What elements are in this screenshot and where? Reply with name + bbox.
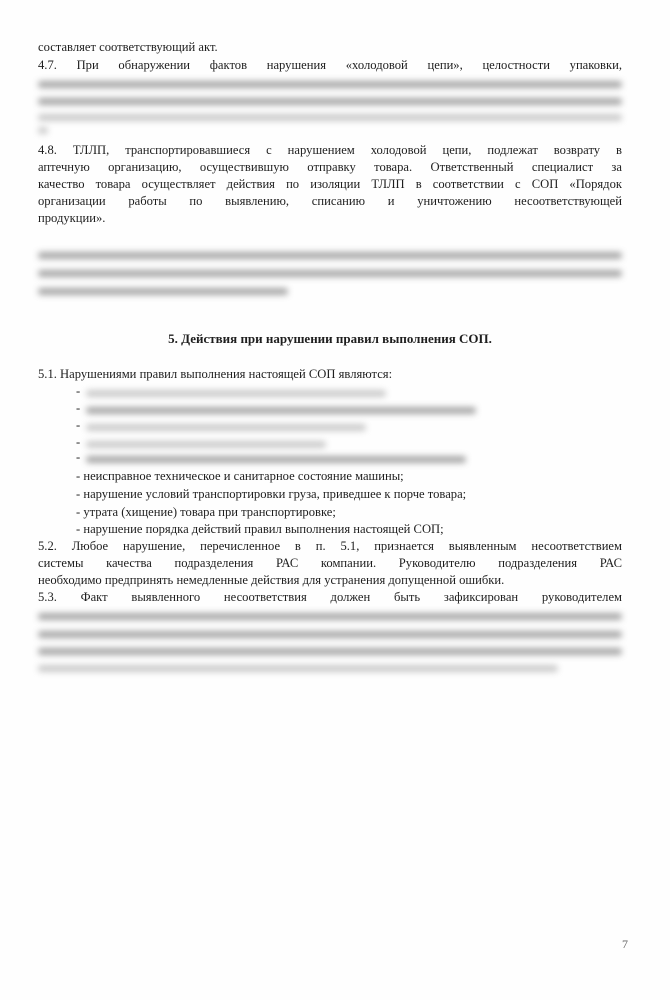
section-heading: 5. Действия при нарушении правил выполнения СОП. [168,331,492,346]
paragraph-line: составляет соответствующий акт. [38,40,218,54]
redacted-text [38,270,622,277]
redacted-text [38,613,622,620]
list-item: - неисправное техническое и санитарное состояние машины; [76,469,404,483]
list-dash: - [76,401,81,415]
paragraph-5-2-line: системы качества подразделения РАС компании. Руководителю подразделения РАС [38,556,622,570]
redacted-text [86,456,466,463]
list-item: - утрата (хищение) товара при транспортировке; [76,505,336,519]
redacted-text [86,441,326,448]
paragraph-5-2-line: 5.2. Любое нарушение, перечисленное в п. 5.1, признается выявленным несоответствием [38,539,622,553]
redacted-text [86,424,366,431]
paragraph-5-2-line: необходимо предпринять немедленные действия для устранения допущенной ошибки. [38,573,505,587]
page-number: 7 [622,937,628,951]
redacted-text [38,81,622,88]
paragraph-4-7-line: 4.7. При обнаружении фактов нарушения «холодовой цепи», целостности упаковки, [38,58,622,72]
list-item: - нарушение условий транспортировки груза, приведшее к порче товара; [76,487,467,501]
list-dash: - [76,450,81,464]
redacted-text [38,252,622,259]
redacted-text [38,127,48,134]
paragraph-4-8-line: 4.8. ТЛЛП, транспортировавшиеся с нарушением холодовой цепи, подлежат возврату в [38,143,622,157]
paragraph-5-1-intro: 5.1. Нарушениями правил выполнения настоящей СОП являются: [38,367,393,381]
redacted-text [38,648,622,655]
paragraph-4-8-line: аптечную организацию, осуществившую отправку товара. Ответственный специалист за [38,160,622,174]
redacted-text [38,288,288,295]
list-item: - нарушение порядка действий правил выполнения настоящей СОП; [76,522,444,536]
list-dash: - [76,384,81,398]
list-dash: - [76,418,81,432]
list-dash: - [76,435,81,449]
redacted-text [38,98,622,105]
redacted-text [86,407,476,414]
paragraph-4-8-line: качество товара осуществляет действия по изоляции ТЛЛП в соответствии с СОП «Порядок [38,177,622,191]
redacted-text [86,390,386,397]
redacted-text [38,114,622,121]
redacted-text [38,665,558,672]
paragraph-5-3-line: 5.3. Факт выявленного несоответствия должен быть зафиксирован руководителем [38,590,622,604]
paragraph-4-8-line: организации работы по выявлению, списанию и уничтожению несоответствующей [38,194,622,208]
redacted-text [38,631,622,638]
paragraph-4-8-line: продукции». [38,211,106,225]
